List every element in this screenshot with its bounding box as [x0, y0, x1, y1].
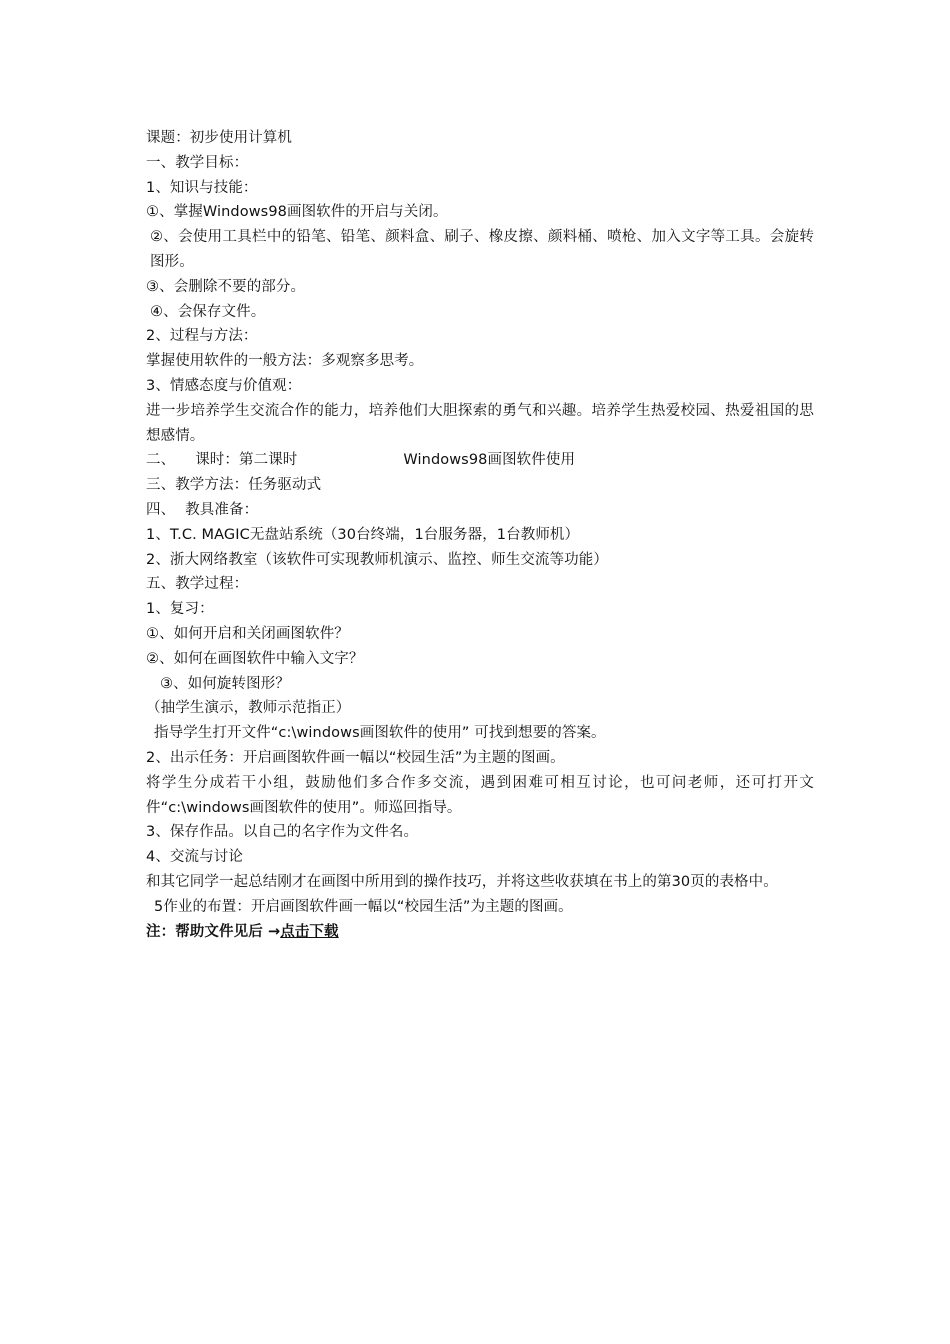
task-text: 将学生分成若干小组，鼓励他们多合作多交流，遇到困难可相互讨论，也可问老师，还可打开文件“c:\windows画图软件的使用”。师巡回指导。: [146, 774, 814, 816]
subsection-1-1-heading: 1、知识与技能：: [146, 179, 258, 196]
lesson-title: 课题：初步使用计算机: [146, 130, 292, 146]
goal-item-4: ④、会保存文件。: [150, 303, 266, 320]
equipment-item-2: 2、浙大网络教室（该软件可实现教师机演示、监控、师生交流等功能）: [146, 551, 608, 568]
review-note: （抽学生演示，教师示范指正）: [146, 700, 351, 717]
homework-text: 5作业的布置：开启画图软件画一幅以“校园生活”为主题的图画。: [154, 898, 573, 915]
section-2-line: [146, 448, 814, 473]
review-guide: 指导学生打开文件“c:\windows画图软件的使用” 可找到想要的答案。: [154, 725, 606, 742]
review-question-2: ②、如何在画图软件中输入文字？: [146, 650, 364, 667]
arrow-right-icon: →: [267, 923, 281, 940]
section-3-heading: 三、教学方法：任务驱动式: [146, 477, 322, 494]
method-text: 掌握使用软件的一般方法：多观察多思考。: [146, 353, 424, 370]
section-4-line: [146, 498, 814, 523]
section-4-text: 教具准备：: [185, 501, 259, 518]
document-body: [146, 126, 814, 944]
download-link[interactable]: 点击下载: [280, 923, 339, 940]
section-2-text: 课时：第二课时: [195, 452, 298, 469]
goal-item-3: ③、会删除不要的部分。: [146, 278, 306, 295]
section-2-topic: Windows98画图软件使用: [403, 452, 576, 469]
discussion-heading: 4、交流与讨论: [146, 849, 243, 866]
goal-item-2: ②、会使用工具栏中的铅笔、铅笔、颜料盒、刷子、橡皮擦、颜料桶、喷枪、加入文字等工具。会旋转图形。: [150, 229, 814, 270]
download-note: [146, 920, 814, 945]
goal-item-1: ①、掌握Windows98画图软件的开启与关闭。: [146, 204, 448, 221]
discussion-text: 和其它同学一起总结刚才在画图中所用到的操作技巧，并将这些收获填在书上的第30页的表格中。: [146, 873, 778, 890]
note-label: 注：帮助文件见后: [146, 923, 263, 940]
task-heading: 2、出示任务：开启画图软件画一幅以“校园生活”为主题的图画。: [146, 749, 565, 766]
equipment-item-1: 1、T.C. MAGIC无盘站系统（30台终端，1台服务器，1台教师机）: [146, 526, 580, 543]
section-1-heading: 一、教学目标：: [146, 154, 249, 171]
section-2-label: 二、: [146, 452, 176, 469]
section-5-heading: 五、教学过程：: [146, 576, 249, 593]
section-4-label: 四、: [146, 501, 176, 518]
review-question-3: ③、如何旋转图形？: [160, 675, 290, 692]
subsection-1-3-heading: 3、情感态度与价值观：: [146, 377, 302, 394]
review-question-1: ①、如何开启和关闭画图软件？: [146, 625, 349, 642]
attitude-text: 进一步培养学生交流合作的能力，培养他们大胆探索的勇气和兴趣。培养学生热爱校园、热爱祖国的思想感情。: [146, 402, 814, 444]
save-step: 3、保存作品。以自己的名字作为文件名。: [146, 824, 419, 841]
review-heading: 1、复习：: [146, 601, 214, 618]
subsection-1-2-heading: 2、过程与方法：: [146, 328, 258, 345]
